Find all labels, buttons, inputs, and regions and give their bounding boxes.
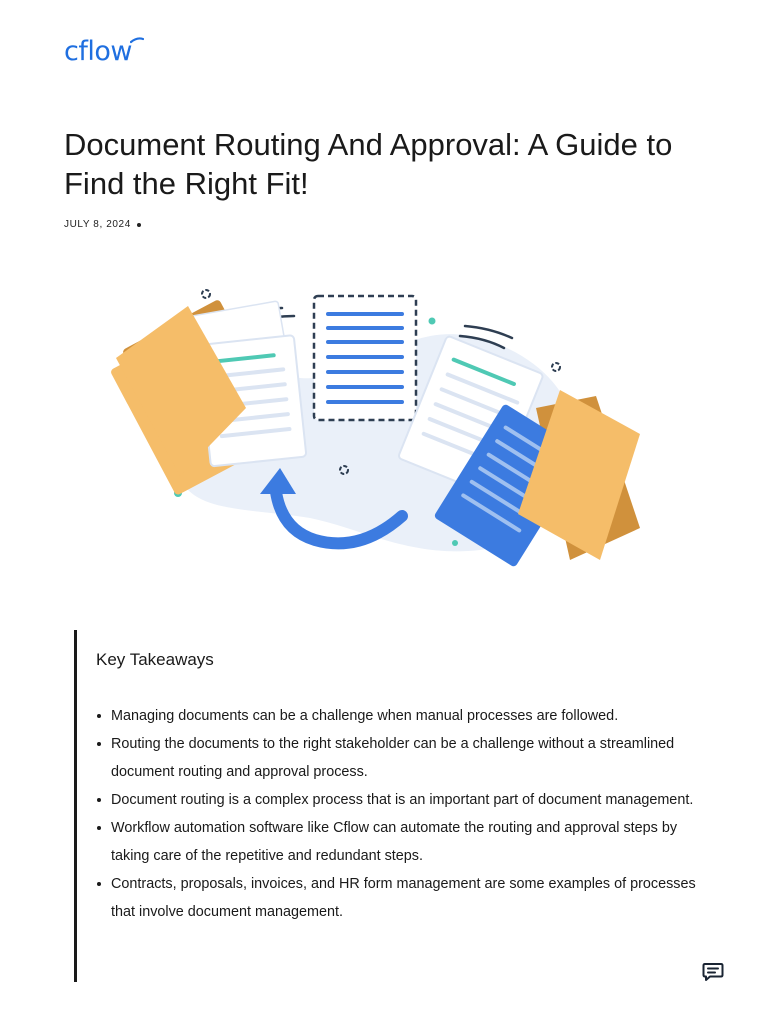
page-title: Document Routing And Approval: A Guide to Find the Right Fit! <box>64 127 673 201</box>
takeaways-accent-bar <box>74 630 77 982</box>
list-item: Workflow automation software like Cflow can automate the routing and approval steps by taking care of the repetitive and redundant steps. <box>96 814 696 870</box>
key-takeaways-heading: Key Takeaways <box>96 650 214 669</box>
chat-icon[interactable] <box>702 962 724 982</box>
key-takeaways-list <box>96 702 696 926</box>
post-meta <box>64 219 141 230</box>
cflow-logo[interactable] <box>64 36 144 67</box>
meta-separator-dot <box>137 223 141 227</box>
logo-swoosh-icon <box>130 36 144 46</box>
list-item: Routing the documents to the right stakeholder can be a challenge without a streamlined document routing and approval process. <box>96 730 696 786</box>
logo-text: cflow <box>64 36 132 67</box>
list-item: Managing documents can be a challenge when manual processes are followed. <box>96 702 696 730</box>
center-dashed-document <box>314 296 416 420</box>
list-item: Contracts, proposals, invoices, and HR form management are some examples of processes that involve document management. <box>96 870 696 926</box>
post-date: JULY 8, 2024 <box>64 219 131 230</box>
list-item: Document routing is a complex process that is an important part of document management. <box>96 786 696 814</box>
document-routing-illustration <box>100 278 660 578</box>
